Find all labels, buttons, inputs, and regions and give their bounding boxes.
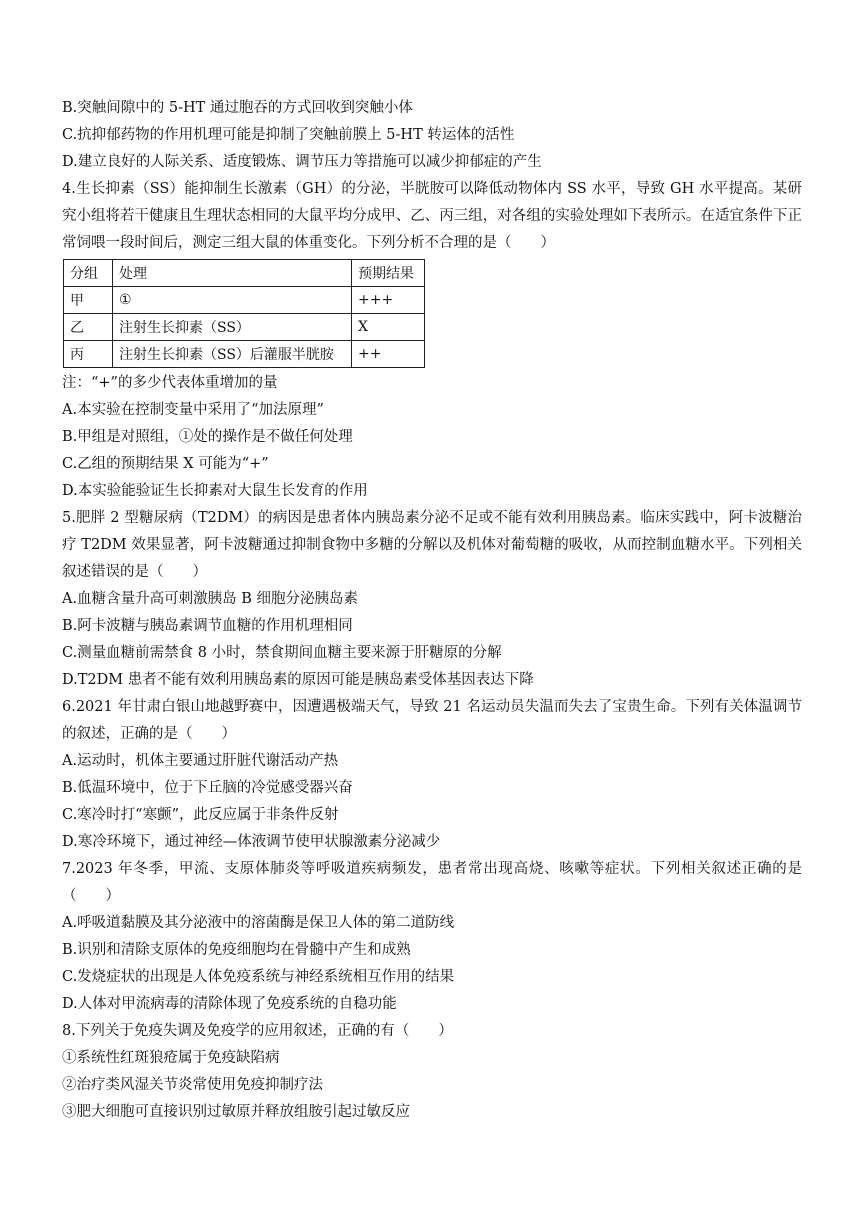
q3-option-c: C.抗抑郁药物的作用机理可能是抑制了突触前膜上 5-HT 转运体的活性 <box>62 127 515 143</box>
q4-stem: 4.生长抑素（SS）能抑制生长激素（GH）的分泌，半胱胺可以降低动物体内 SS 水平，导致 GH 水平提高。某研究小组将若干健康且生理状态相同的大鼠平均分成甲、乙、丙三组，对各组的实验处理如下表所示。在适宜条件下正常饲喂一段时间后，测定三组大鼠的体重变化。下列分析不合理的是（ ） <box>62 181 802 251</box>
q6-option-a: A.运动时，机体主要通过肝脏代谢活动产热 <box>62 753 339 769</box>
q4-option-d: D.本实验能验证生长抑素对大鼠生长发育的作用 <box>62 483 368 499</box>
q7-option-b: B.识别和清除支原体的免疫细胞均在骨髓中产生和成熟 <box>62 942 411 958</box>
table-row <box>64 287 425 314</box>
table-cell: +++ <box>352 287 425 314</box>
q7-option-d: D.人体对甲流病毒的清除体现了免疫系统的自稳功能 <box>62 996 397 1012</box>
q6-option-c: C.寒冷时打“寒颤”，此反应属于非条件反射 <box>62 807 339 823</box>
q8-item-1: ①系统性红斑狼疮属于免疫缺陷病 <box>62 1050 280 1066</box>
table-cell: 注射生长抑素（SS）后灌服半胱胺 <box>113 341 352 368</box>
q4-table <box>63 259 425 368</box>
q5-option-b: B.阿卡波糖与胰岛素调节血糖的作用机理相同 <box>62 618 353 634</box>
table-cell: ① <box>113 287 352 314</box>
q5-option-d: D.T2DM 患者不能有效利用胰岛素的原因可能是胰岛素受体基因表达下降 <box>62 672 534 688</box>
table-cell: 注射生长抑素（SS） <box>113 314 352 341</box>
table-header-cell: 预期结果 <box>352 260 425 287</box>
q8-item-2: ②治疗类风湿关节炎常使用免疫抑制疗法 <box>62 1077 323 1093</box>
q7-option-a: A.呼吸道黏膜及其分泌液中的溶菌酶是保卫人体的第二道防线 <box>62 915 455 931</box>
table-cell: 乙 <box>64 314 113 341</box>
exam-page <box>62 95 802 1126</box>
q3-option-d: D.建立良好的人际关系、适度锻炼、调节压力等措施可以减少抑郁症的产生 <box>62 154 542 170</box>
table-row <box>64 314 425 341</box>
q6-option-d: D.寒冷环境下，通过神经—体液调节使甲状腺激素分泌减少 <box>62 834 441 850</box>
q8-stem: 8.下列关于免疫失调及免疫学的应用叙述，正确的有（ ） <box>62 1023 453 1039</box>
q8-item-3: ③肥大细胞可直接识别过敏原并释放组胺引起过敏反应 <box>62 1104 410 1120</box>
table-row <box>64 341 425 368</box>
table-header-row <box>64 260 425 287</box>
q7-stem: 7.2023 年冬季，甲流、支原体肺炎等呼吸道疾病频发，患者常出现高烧、咳嗽等症状。下列相关叙述正确的是（ ） <box>62 861 802 904</box>
q4-note: 注：“+”的多少代表体重增加的量 <box>62 375 278 391</box>
table-cell: 甲 <box>64 287 113 314</box>
q5-stem: 5.肥胖 2 型糖尿病（T2DM）的病因是患者体内胰岛素分泌不足或不能有效利用胰岛素。临床实践中，阿卡波糖治疗 T2DM 效果显著，阿卡波糖通过抑制食物中多糖的分解以及机体对葡萄糖的吸收，从而控制血糖水平。下列相关叙述错误的是（ ） <box>62 510 802 580</box>
q4-option-a: A.本实验在控制变量中采用了“加法原理” <box>62 402 324 418</box>
table-cell: ++ <box>352 341 425 368</box>
table-cell: X <box>352 314 425 341</box>
q3-option-b: B.突触间隙中的 5-HT 通过胞吞的方式回收到突触小体 <box>62 100 413 116</box>
q7-option-c: C.发烧症状的出现是人体免疫系统与神经系统相互作用的结果 <box>62 969 455 985</box>
q5-option-c: C.测量血糖前需禁食 8 小时，禁食期间血糖主要来源于肝糖原的分解 <box>62 645 502 661</box>
q6-stem: 6.2021 年甘肃白银山地越野赛中，因遭遇极端天气，导致 21 名运动员失温而失去了宝贵生命。下列有关体温调节的叙述，正确的是（ ） <box>62 699 802 742</box>
table-header-cell: 处理 <box>113 260 352 287</box>
table-cell: 丙 <box>64 341 113 368</box>
table-header-cell: 分组 <box>64 260 113 287</box>
q5-option-a: A.血糖含量升高可刺激胰岛 B 细胞分泌胰岛素 <box>62 591 358 607</box>
q6-option-b: B.低温环境中，位于下丘脑的冷觉感受器兴奋 <box>62 780 353 796</box>
q4-option-b: B.甲组是对照组，①处的操作是不做任何处理 <box>62 429 353 445</box>
q4-option-c: C.乙组的预期结果 X 可能为“+” <box>62 456 269 472</box>
